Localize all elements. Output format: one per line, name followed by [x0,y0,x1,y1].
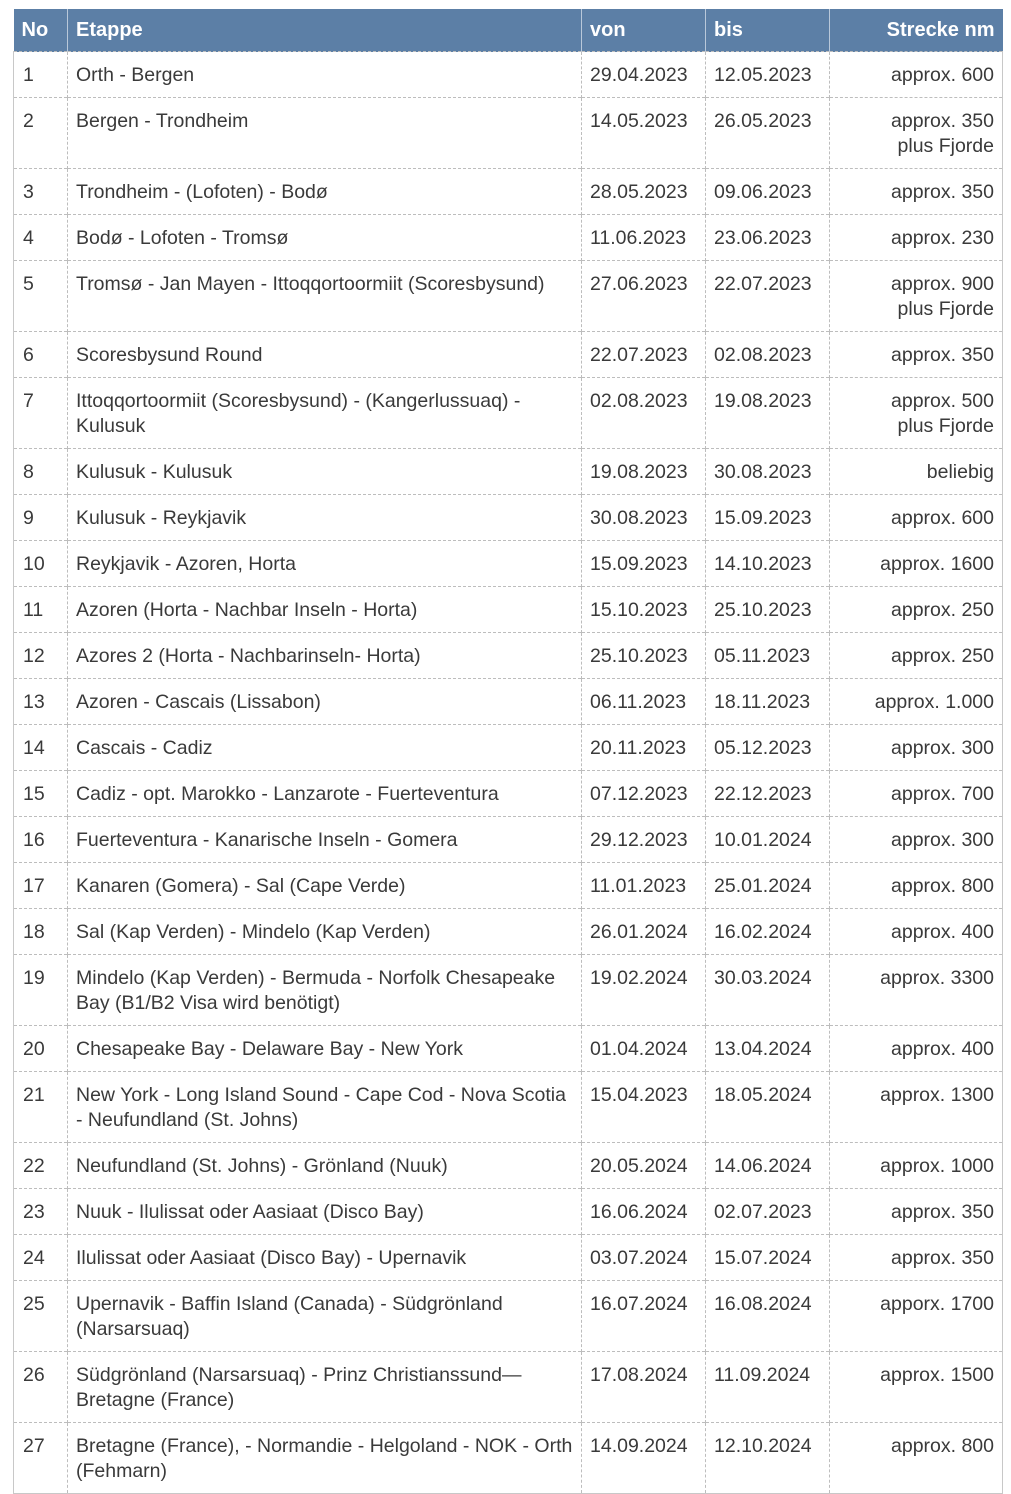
cell-von: 26.01.2024 [582,909,706,955]
cell-etappe: Upernavik - Baffin Island (Canada) - Südgrönland (Narsarsuaq) [68,1281,582,1352]
table-row [14,1281,1003,1352]
cell-von: 29.04.2023 [582,52,706,98]
cell-von: 25.10.2023 [582,633,706,679]
cell-etappe: Nuuk - Ilulissat oder Aasiaat (Disco Bay) [68,1189,582,1235]
cell-strecke [830,541,1003,587]
cell-von: 03.07.2024 [582,1235,706,1281]
cell-no: 11 [14,587,68,633]
cell-no: 17 [14,863,68,909]
cell-von: 28.05.2023 [582,169,706,215]
strecke-value: approx. 900 [891,273,994,295]
cell-no: 2 [14,98,68,169]
strecke-value: approx. 1300 [880,1084,994,1106]
strecke-value: approx. 300 [891,737,994,759]
table-row [14,169,1003,215]
cell-bis: 12.10.2024 [706,1423,830,1494]
cell-bis: 23.06.2023 [706,215,830,261]
cell-etappe: Cadiz - opt. Marokko - Lanzarote - Fuerteventura [68,771,582,817]
cell-no: 24 [14,1235,68,1281]
cell-no: 25 [14,1281,68,1352]
cell-bis: 16.08.2024 [706,1281,830,1352]
cell-etappe: Sal (Kap Verden) - Mindelo (Kap Verden) [68,909,582,955]
cell-bis: 13.04.2024 [706,1026,830,1072]
cell-strecke [830,98,1003,169]
cell-strecke [830,1072,1003,1143]
cell-strecke [830,633,1003,679]
cell-strecke [830,215,1003,261]
table-row [14,679,1003,725]
cell-von: 29.12.2023 [582,817,706,863]
header-bis: bis [706,9,830,52]
cell-etappe: Kanaren (Gomera) - Sal (Cape Verde) [68,863,582,909]
cell-bis: 22.12.2023 [706,771,830,817]
cell-etappe: Südgrönland (Narsarsuaq) - Prinz Christianssund— Bretagne (France) [68,1352,582,1423]
cell-strecke [830,449,1003,495]
cell-bis: 18.05.2024 [706,1072,830,1143]
cell-strecke [830,1281,1003,1352]
strecke-value: approx. 400 [891,1038,994,1060]
cell-strecke [830,955,1003,1026]
cell-strecke [830,261,1003,332]
cell-etappe: Azoren - Cascais (Lissabon) [68,679,582,725]
table-row [14,98,1003,169]
cell-etappe: Cascais - Cadiz [68,725,582,771]
cell-no: 21 [14,1072,68,1143]
table-row [14,332,1003,378]
table-row [14,587,1003,633]
cell-no: 10 [14,541,68,587]
cell-no: 20 [14,1026,68,1072]
strecke-value: approx. 350 [891,110,994,132]
cell-von: 19.08.2023 [582,449,706,495]
cell-von: 06.11.2023 [582,679,706,725]
strecke-value: approx. 1000 [880,1155,994,1177]
cell-etappe: Orth - Bergen [68,52,582,98]
header-strecke: Strecke nm [830,9,1003,52]
cell-von: 15.10.2023 [582,587,706,633]
table-row [14,1072,1003,1143]
cell-strecke [830,679,1003,725]
strecke-value: approx. 1600 [880,553,994,575]
cell-von: 27.06.2023 [582,261,706,332]
table-row [14,817,1003,863]
cell-von: 14.09.2024 [582,1423,706,1494]
cell-no: 7 [14,378,68,449]
cell-no: 3 [14,169,68,215]
cell-bis: 12.05.2023 [706,52,830,98]
itinerary-table [13,9,1003,1494]
cell-no: 15 [14,771,68,817]
cell-etappe: Reykjavik - Azoren, Horta [68,541,582,587]
cell-no: 12 [14,633,68,679]
strecke-value: beliebig [926,461,994,483]
cell-bis: 19.08.2023 [706,378,830,449]
cell-bis: 18.11.2023 [706,679,830,725]
strecke-value: approx. 350 [891,344,994,366]
strecke-value: approx. 230 [891,227,994,249]
cell-bis: 15.09.2023 [706,495,830,541]
cell-von: 30.08.2023 [582,495,706,541]
table-row [14,541,1003,587]
cell-no: 14 [14,725,68,771]
table-row [14,955,1003,1026]
cell-bis: 30.08.2023 [706,449,830,495]
cell-von: 15.09.2023 [582,541,706,587]
cell-etappe: Ittoqqortoormiit (Scoresbysund) - (Kangerlussuaq) - Kulusuk [68,378,582,449]
cell-bis: 05.11.2023 [706,633,830,679]
strecke-note: plus Fjorde [897,135,994,157]
cell-bis: 26.05.2023 [706,98,830,169]
cell-etappe: Neufundland (St. Johns) - Grönland (Nuuk) [68,1143,582,1189]
table-row [14,495,1003,541]
table-row [14,52,1003,98]
cell-bis: 16.02.2024 [706,909,830,955]
cell-no: 26 [14,1352,68,1423]
table-row [14,1235,1003,1281]
table-row [14,1026,1003,1072]
cell-von: 17.08.2024 [582,1352,706,1423]
table-row [14,1189,1003,1235]
cell-von: 16.06.2024 [582,1189,706,1235]
cell-strecke [830,587,1003,633]
cell-bis: 14.10.2023 [706,541,830,587]
cell-von: 20.11.2023 [582,725,706,771]
strecke-value: approx. 250 [891,599,994,621]
strecke-value: apporx. 1700 [880,1293,994,1315]
cell-no: 19 [14,955,68,1026]
table-row [14,1423,1003,1494]
cell-von: 14.05.2023 [582,98,706,169]
table-row [14,1143,1003,1189]
strecke-value: approx. 700 [891,783,994,805]
cell-bis: 10.01.2024 [706,817,830,863]
cell-no: 1 [14,52,68,98]
strecke-value: approx. 1500 [880,1364,994,1386]
table-row [14,378,1003,449]
cell-bis: 30.03.2024 [706,955,830,1026]
strecke-value: approx. 1.000 [874,691,994,713]
strecke-value: approx. 350 [891,1201,994,1223]
cell-strecke [830,817,1003,863]
table-row [14,633,1003,679]
cell-strecke [830,1026,1003,1072]
cell-no: 13 [14,679,68,725]
cell-von: 07.12.2023 [582,771,706,817]
cell-no: 27 [14,1423,68,1494]
table-body [14,52,1003,1494]
cell-strecke [830,725,1003,771]
strecke-value: approx. 600 [891,507,994,529]
header-row [14,9,1003,52]
cell-etappe: Bodø - Lofoten - Tromsø [68,215,582,261]
cell-strecke [830,1352,1003,1423]
cell-no: 22 [14,1143,68,1189]
cell-etappe: Mindelo (Kap Verden) - Bermuda - Norfolk Chesapeake Bay (B1/B2 Visa wird benötigt) [68,955,582,1026]
cell-bis: 11.09.2024 [706,1352,830,1423]
cell-strecke [830,1423,1003,1494]
cell-etappe: Chesapeake Bay - Delaware Bay - New York [68,1026,582,1072]
cell-strecke [830,495,1003,541]
cell-no: 18 [14,909,68,955]
cell-bis: 22.07.2023 [706,261,830,332]
table-row [14,1352,1003,1423]
strecke-note: plus Fjorde [897,298,994,320]
cell-von: 16.07.2024 [582,1281,706,1352]
strecke-value: approx. 250 [891,645,994,667]
table-row [14,909,1003,955]
cell-von: 02.08.2023 [582,378,706,449]
strecke-value: approx. 400 [891,921,994,943]
cell-strecke [830,378,1003,449]
cell-etappe: Tromsø - Jan Mayen - Ittoqqortoormiit (Scoresbysund) [68,261,582,332]
strecke-value: approx. 500 [891,390,994,412]
table-row [14,215,1003,261]
strecke-value: approx. 3300 [880,967,994,989]
cell-no: 5 [14,261,68,332]
cell-von: 22.07.2023 [582,332,706,378]
cell-etappe: Bergen - Trondheim [68,98,582,169]
cell-no: 23 [14,1189,68,1235]
cell-etappe: Fuerteventura - Kanarische Inseln - Gomera [68,817,582,863]
cell-etappe: Trondheim - (Lofoten) - Bodø [68,169,582,215]
cell-von: 01.04.2024 [582,1026,706,1072]
cell-strecke [830,52,1003,98]
strecke-value: approx. 350 [891,181,994,203]
cell-etappe: Azores 2 (Horta - Nachbarinseln- Horta) [68,633,582,679]
cell-no: 16 [14,817,68,863]
cell-bis: 14.06.2024 [706,1143,830,1189]
cell-strecke [830,771,1003,817]
cell-etappe: Bretagne (France), - Normandie - Helgoland - NOK - Orth (Fehmarn) [68,1423,582,1494]
cell-bis: 09.06.2023 [706,169,830,215]
cell-von: 19.02.2024 [582,955,706,1026]
cell-etappe: New York - Long Island Sound - Cape Cod - Nova Scotia - Neufundland (St. Johns) [68,1072,582,1143]
table-row [14,261,1003,332]
cell-bis: 15.07.2024 [706,1235,830,1281]
cell-etappe: Ilulissat oder Aasiaat (Disco Bay) - Upernavik [68,1235,582,1281]
strecke-value: approx. 350 [891,1247,994,1269]
cell-no: 9 [14,495,68,541]
cell-strecke [830,1235,1003,1281]
cell-von: 11.01.2023 [582,863,706,909]
cell-etappe: Kulusuk - Kulusuk [68,449,582,495]
strecke-value: approx. 300 [891,829,994,851]
cell-etappe: Scoresbysund Round [68,332,582,378]
cell-strecke [830,1143,1003,1189]
cell-von: 15.04.2023 [582,1072,706,1143]
strecke-value: approx. 800 [891,875,994,897]
cell-no: 8 [14,449,68,495]
cell-strecke [830,332,1003,378]
cell-von: 20.05.2024 [582,1143,706,1189]
table-row [14,771,1003,817]
cell-strecke [830,909,1003,955]
strecke-value: approx. 600 [891,64,994,86]
table-header [14,9,1003,52]
cell-bis: 25.10.2023 [706,587,830,633]
itinerary-table-container [13,9,1002,1494]
cell-von: 11.06.2023 [582,215,706,261]
cell-bis: 25.01.2024 [706,863,830,909]
strecke-value: approx. 800 [891,1435,994,1457]
strecke-note: plus Fjorde [897,415,994,437]
table-row [14,863,1003,909]
header-von: von [582,9,706,52]
header-etappe: Etappe [68,9,582,52]
table-row [14,725,1003,771]
cell-etappe: Azoren (Horta - Nachbar Inseln - Horta) [68,587,582,633]
cell-strecke [830,863,1003,909]
cell-no: 4 [14,215,68,261]
cell-strecke [830,1189,1003,1235]
header-no: No [14,9,68,52]
cell-bis: 02.07.2023 [706,1189,830,1235]
cell-strecke [830,169,1003,215]
cell-no: 6 [14,332,68,378]
cell-bis: 05.12.2023 [706,725,830,771]
cell-bis: 02.08.2023 [706,332,830,378]
cell-etappe: Kulusuk - Reykjavik [68,495,582,541]
table-row [14,449,1003,495]
